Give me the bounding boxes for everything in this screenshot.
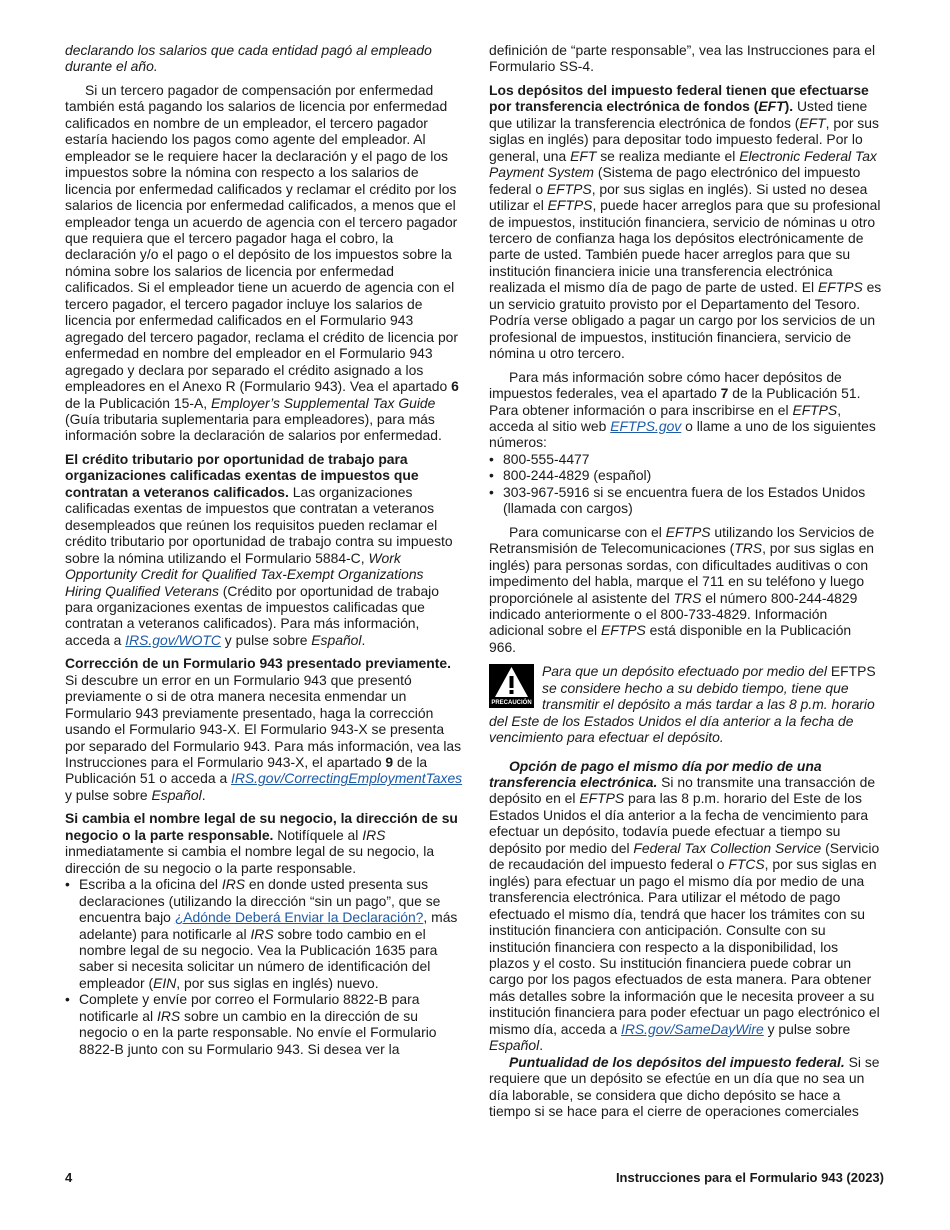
link-irs-wotc[interactable]: IRS.gov/WOTC — [125, 631, 221, 648]
bullet-icon: • — [489, 450, 494, 467]
page-number: 4 — [65, 1170, 73, 1185]
bullet-icon: • — [489, 467, 494, 484]
bullet-icon: • — [65, 876, 70, 893]
list-item — [489, 484, 882, 517]
list-item: • Escriba a la oficina del IRS en donde usted presenta sus declaraciones (utilizando la dirección “sin un pago”, que se encuentra bajo ¿Adónde Deberá Enviar la Declaración?, más adelante) para notificarle al IRS sobre todo cambio en el nombre legal de su negocio. Vea la Publicación 1635 para saber si necesita solicitar un número de identificación del empleador (EIN, por sus siglas en inglés) nuevo. — [65, 876, 458, 991]
paragraph-wotc: El crédito tributario por oportunidad de trabajo para organizaciones calificadas exentas de impuestos que contratan a veteranos calificados. Las organizaciones calificadas exentas de impuestos que contratan a veteranos desempleados que reúnen los requisitos pueden reclamar el crédito tributario por oportunidad de trabajo contra su impuesto sobre la nómina utilizando el Formulario 5884-C, Work Opportunity Credit for Qualified Tax-Exempt Organizations Hiring Qualified Veterans (Crédito por oportunidad de trabajo para organizaciones exentas de impuestos calificadas que contratan a veteranos calificados). Para más información, acceda a IRS.gov/WOTC y pulse sobre Español. — [65, 450, 453, 648]
phone-number: 800-244-4829 (español) — [503, 467, 652, 484]
phone-number: 800-555-4477 — [503, 450, 590, 467]
heading-eft: Los depósitos del impuesto federal tienen que efectuarse por transferencia electrónica de fondos (EFT). — [489, 81, 869, 115]
paragraph-third-party-payer: Si un tercero pagador de compensación por enfermedad también está pagando los salarios de licencia por enfermedad calificados en nombre de un empleador, el tercero pagador estaría haciendo los pagos como agente del empleador. Al empleador se le requiere hacer la declaración y el pago de los impuestos sobre la nómina con respecto a los salarios de licencia por enfermedad calificados y reclamar el crédito por los salarios de licencia por enfermedad calificados, a menos que el empleador tenga un acuerdo de agencia con el tercero pagador que requiera que el tercero pagador haga el cobro, la declaración y/o el pago o el depósito de los impuestos sobre la nómina sobre los salarios de licencia por enfermedad calificados. Si el empleador tiene un acuerdo de agencia con el tercero pagador, el tercero pagador incluye los salarios de licencia por enfermedad calificados en el Formulario 943 agregado del tercero pagador, reclama el crédito de licencia por enfermedad en nombre del empleador en el Formulario 943 agregado y declara por separado el crédito asignado a los empleadores en el Anexo R (Formulario 943). Vea el apartado 6 de la Publicación 15-A, Employer’s Supplemental Tax Guide (Guía tributaria suplementaria para empleadores), para más información sobre la declaración de salarios por enfermedad. — [65, 81, 459, 444]
paragraph-name-change: Si cambia el nombre legal de su negocio, la dirección de su negocio o la parte responsable. Notifíquele al IRS inmediatamente si cambia el nombre legal de su negocio, la dirección de su negocio o la parte responsable. — [65, 810, 458, 876]
phone-number: 303-967-5916 si se encuentra fuera de los Estados Unidos (llamada con cargos) — [503, 483, 866, 517]
paragraph-timeliness: Puntualidad de los depósitos del impuesto federal. Si se requiere que un depósito se efectúe en un día que no sea un día laborable, se considera que dicho depósito se hace a tiempo si se hace para el cierre de operaciones comerciales — [489, 1053, 880, 1120]
link-eftps[interactable]: EFTPS.gov — [610, 417, 682, 434]
heading-same-day: Opción de pago el mismo día por medio de una transferencia electrónica. — [489, 757, 822, 791]
heading-correction: Corrección de un Formulario 943 presentado previamente. — [65, 655, 451, 672]
link-correcting-employment-taxes[interactable]: IRS.gov/CorrectingEmploymentTaxes — [231, 770, 463, 787]
paragraph-wages-by-entity: declarando los salarios que cada entidad pagó al empleado durante el año. — [65, 42, 432, 75]
paragraph-eft: Los depósitos del impuesto federal tienen que efectuarse por transferencia electrónica de fondos (EFT). Usted tiene que utilizar la transferencia electrónica de fondos (EFT, por sus siglas en inglés) para depositar todo impuesto federal. Por lo general, una EFT se realiza mediante el Electronic Federal Tax Payment System (Sistema de pago electrónico del impuesto federal o EFTPS, por sus siglas en inglés). Si usted no desea utilizar el EFTPS, puede hacer arreglos para que su profesional de impuestos, institución financiera, servicio de nóminas u otro tercero de confianza haga los depósitos electrónicamente de parte de usted. También puede hacer arreglos para que su institución financiera inicie una transferencia electrónica realizada el mismo día de pago de parte de usted. El EFTPS es un servicio gratuito provisto por el Departamento del Tesoro. Podría verse obligado a pagar un cargo por los servicios de un profesional de impuestos, institución financiera, servicio de nómina u otro tercero. — [489, 81, 882, 362]
caution-text: Para que un depósito efectuado por medio del EFTPS se considere hecho a su debido tiempo, tiene que transmitir el depósito a más tardar a las 8 p.m. horario del Este de los Estados Unidos el día anterior a la fecha de vencimiento para efectuar el depósito. — [489, 663, 876, 746]
paragraph-trs: Para comunicarse con el EFTPS utilizando los Servicios de Retransmisión de Telecomunicaciones (TRS, por sus siglas en inglés) para personas sordas, con dificultades auditivas o con impedimento del habla, marque el 711 en su teléfono y luego proporciónele al asistente del TRS el número 800-244-4829 indicado anteriormente o el 800-733-4829. Información adicional sobre el EFTPS está disponible en la Publicación 966. — [489, 523, 875, 655]
left-column — [65, 42, 463, 1057]
paragraph-correction: Corrección de un Formulario 943 presentado previamente. Si descubre un error en un Formulario 943 que presentó previamente o si de otra manera necesita enmendar un Formulario 943 previamente presentado, haga la corrección usando el Formulario 943-X. El Formulario 943-X se presenta por separado del Formulario 943. Para más información, vea las Instrucciones para el Formulario 943-X, el apartado 9 de la Publicación 51 o acceda a IRS.gov/CorrectingEmploymentTaxes y pulse sobre Español. — [65, 655, 463, 803]
right-column — [489, 42, 882, 1127]
list-item — [489, 467, 882, 483]
bullet-icon: • — [489, 483, 494, 500]
heading-wotc: El crédito tributario por oportunidad de trabajo para organizaciones calificadas exentas de impuestos que contratan a veteranos calificados. — [65, 450, 419, 500]
heading-timeliness: Puntualidad de los depósitos del impuesto federal. — [509, 1053, 845, 1070]
paragraph-more-info: Para más información sobre cómo hacer depósitos de impuestos federales, vea el apartado 7 de la Publicación 51. Para obtener información o para inscribirse en el EFTPS, acceda al sitio web EFTPS.gov o llame a uno de los siguientes números: — [489, 368, 876, 451]
list-item: • Complete y envíe por correo el Formulario 8822-B para notificarle al IRS sobre un cambio en la dirección de su negocio o en la parte responsable. No envíe el Formulario 8822-B junto con su Formulario 943. Si desea ver la — [65, 991, 437, 1057]
caution-icon — [489, 664, 534, 708]
paragraph-same-day: Opción de pago el mismo día por medio de una transferencia electrónica. Si no transmite una transacción de depósito en el EFTPS para las 8 p.m. horario del Este de los Estados Unidos el día anterior a la fecha de vencimiento para efectuar un depósito, todavía puede efectuar a tiempo su depósito por medio del Federal Tax Collection Service (Servicio de recaudación del impuesto federal o FTCS, por sus siglas en inglés) para efectuar un pago el mismo día por medio de una transferencia electrónica. Para utilizar el método de pago efectuado el mismo día, tendrá que hacer los trámites con su institución financiera con anticipación. Consulte con su institución financiera con respecto a la disponibilidad, los plazos y el costo. Su institución financiera puede cobrar un cargo por los pagos efectuados de esta manera. Para obtener más detalles sobre la información que le necesita proveer a su institución financiera para poder efectuar un pago electrónico el mismo día, acceda a IRS.gov/SameDayWire y pulse sobre Español. — [489, 757, 880, 1054]
caution-label: PRECAUCIÓN — [491, 700, 532, 707]
footer-title: Instrucciones para el Formulario 943 (2023) — [615, 1170, 884, 1185]
bullet-icon: • — [65, 991, 70, 1008]
link-same-day-wire[interactable]: IRS.gov/SameDayWire — [621, 1020, 764, 1037]
caution-note — [489, 663, 882, 745]
paragraph-responsible-party: definición de “parte responsable”, vea las Instrucciones para el Formulario SS-4. — [489, 42, 876, 75]
list-item — [489, 451, 882, 467]
heading-name-change: Si cambia el nombre legal de su negocio, la dirección de su negocio o la parte responsable. — [65, 810, 458, 843]
link-where-to-file[interactable]: ¿Adónde Deberá Enviar la Declaración? — [174, 909, 424, 926]
